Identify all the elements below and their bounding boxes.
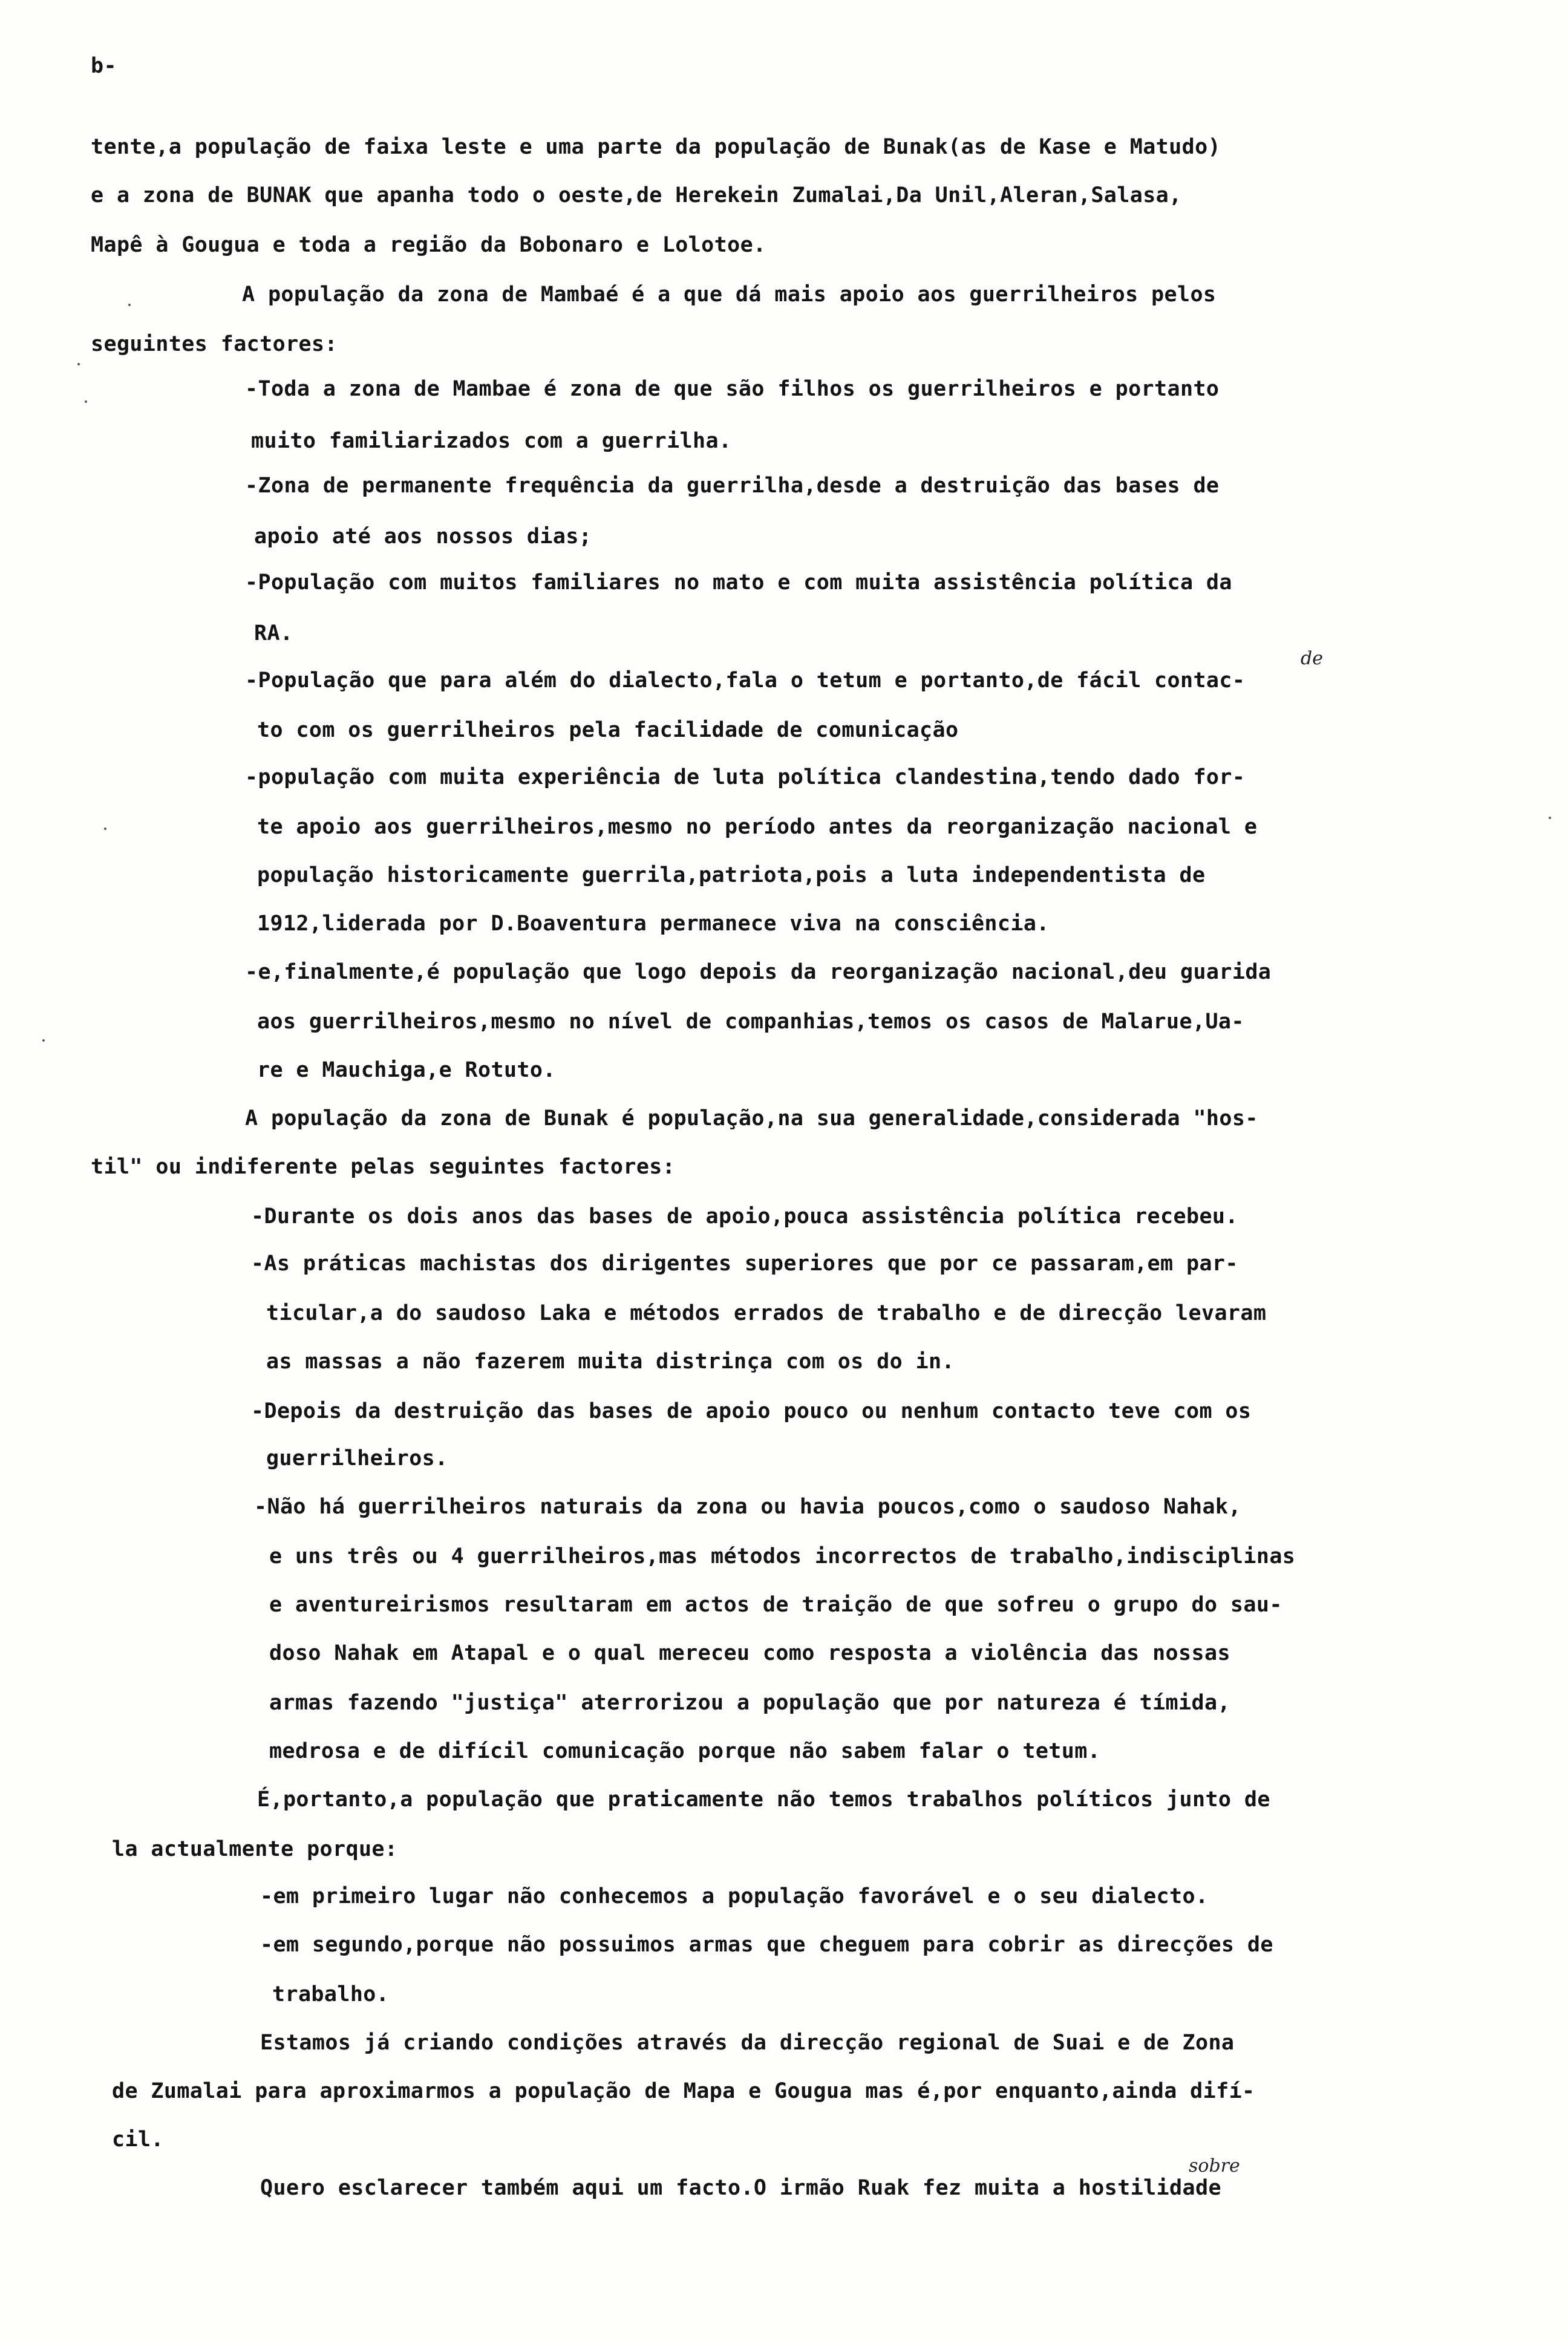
text-line: aos guerrilheiros,mesmo no nível de companhias,temos os casos de Malarue,Ua- bbox=[257, 1010, 1244, 1034]
text-line: seguintes factores: bbox=[91, 332, 338, 356]
text-line: tente,a população de faixa leste e uma parte da população de Bunak(as de Kase e Matudo) bbox=[91, 135, 1221, 159]
text-line: -Durante os dois anos das bases de apoio,pouca assistência política recebeu. bbox=[251, 1204, 1238, 1229]
text-line: trabalho. bbox=[272, 1982, 390, 2006]
text-line: população historicamente guerrila,patriota,pois a luta independentista de bbox=[257, 863, 1206, 887]
text-line: Estamos já criando condições através da direcção regional de Suai e de Zona bbox=[260, 2031, 1235, 2055]
text-line: -em primeiro lugar não conhecemos a população favorável e o seu dialecto. bbox=[260, 1884, 1209, 1908]
scan-speck bbox=[42, 1039, 45, 1042]
text-line: e uns três ou 4 guerrilheiros,mas métodos incorrectos de trabalho,indisciplinas bbox=[269, 1544, 1296, 1569]
text-line: Mapê à Gougua e toda a região da Bobonaro e Lolotoe. bbox=[91, 233, 766, 257]
text-line: muito familiarizados com a guerrilha. bbox=[251, 429, 732, 453]
text-line: til" ou indiferente pelas seguintes factores: bbox=[91, 1155, 676, 1179]
text-line: te apoio aos guerrilheiros,mesmo no período antes da reorganização nacional e bbox=[257, 815, 1258, 839]
text-line: de Zumalai para aproximarmos a população de Mapa e Gougua mas é,por enquanto,ainda difí- bbox=[112, 2079, 1255, 2103]
handwritten-insertion: de bbox=[1301, 648, 1323, 669]
text-line: -As práticas machistas dos dirigentes superiores que por ce passaram,em par- bbox=[251, 1252, 1238, 1276]
text-line: doso Nahak em Atapal e o qual mereceu como resposta a violência das nossas bbox=[269, 1641, 1230, 1665]
text-line: -em segundo,porque não possuimos armas que cheguem para cobrir as direcções de bbox=[260, 1933, 1273, 1957]
text-line: cil. bbox=[112, 2127, 164, 2152]
text-line: re e Mauchiga,e Rotuto. bbox=[257, 1058, 556, 1082]
text-line: -Zona de permanente frequência da guerrilha,desde a destruição das bases de bbox=[245, 474, 1220, 498]
page-marker: b- bbox=[91, 54, 117, 78]
text-line: medrosa e de difícil comunicação porque não sabem falar o tetum. bbox=[269, 1739, 1101, 1763]
scan-speck bbox=[77, 363, 80, 365]
text-line: A população da zona de Bunak é população,na sua generalidade,considerada "hos- bbox=[245, 1106, 1258, 1131]
text-line: ticular,a do saudoso Laka e métodos errados de trabalho e de direcção levaram bbox=[266, 1301, 1267, 1325]
text-line: -Toda a zona de Mambae é zona de que são filhos os guerrilheiros e portanto bbox=[245, 377, 1220, 401]
scan-speck bbox=[85, 400, 87, 403]
text-line: Quero esclarecer também aqui um facto.O irmão Ruak fez muita a hostilidade bbox=[260, 2176, 1221, 2200]
handwritten-insertion: sobre bbox=[1189, 2155, 1240, 2176]
text-line: A população da zona de Mambaé é a que dá mais apoio aos guerrilheiros pelos bbox=[242, 282, 1217, 307]
text-line: e aventureirismos resultaram em actos de traição de que sofreu o grupo do sau- bbox=[269, 1593, 1282, 1617]
text-line: -Depois da destruição das bases de apoio pouco ou nenhum contacto teve com os bbox=[251, 1399, 1252, 1423]
text-line: -e,finalmente,é população que logo depois da reorganização nacional,deu guarida bbox=[245, 960, 1272, 984]
scan-speck bbox=[104, 828, 106, 830]
text-line: to com os guerrilheiros pela facilidade de comunicação bbox=[257, 718, 959, 742]
text-line: e a zona de BUNAK que apanha todo o oeste,de Herekein Zumalai,Da Unil,Aleran,Salasa, bbox=[91, 183, 1182, 207]
text-line: guerrilheiros. bbox=[266, 1446, 448, 1471]
text-line: armas fazendo "justiça" aterrorizou a população que por natureza é tímida, bbox=[269, 1691, 1230, 1715]
text-line: la actualmente porque: bbox=[112, 1837, 398, 1861]
text-line: -Não há guerrilheiros naturais da zona ou havia poucos,como o saudoso Nahak, bbox=[254, 1495, 1241, 1519]
text-line: 1912,liderada por D.Boaventura permanece viva na consciência. bbox=[257, 912, 1050, 936]
text-line: as massas a não fazerem muita distrinça com os do in. bbox=[266, 1350, 955, 1374]
text-line: -População que para além do dialecto,fala o tetum e portanto,de fácil contac- bbox=[245, 668, 1246, 693]
text-line: -população com muita experiência de luta política clandestina,tendo dado for- bbox=[245, 765, 1246, 789]
text-line: É,portanto,a população que praticamente não temos trabalhos políticos junto de bbox=[257, 1788, 1270, 1812]
text-line: RA. bbox=[254, 621, 293, 645]
text-line: apoio até aos nossos dias; bbox=[254, 524, 592, 549]
scan-speck bbox=[128, 304, 131, 306]
text-line: -População com muitos familiares no mato e com muita assistência política da bbox=[245, 570, 1232, 595]
scan-speck bbox=[1549, 817, 1551, 819]
